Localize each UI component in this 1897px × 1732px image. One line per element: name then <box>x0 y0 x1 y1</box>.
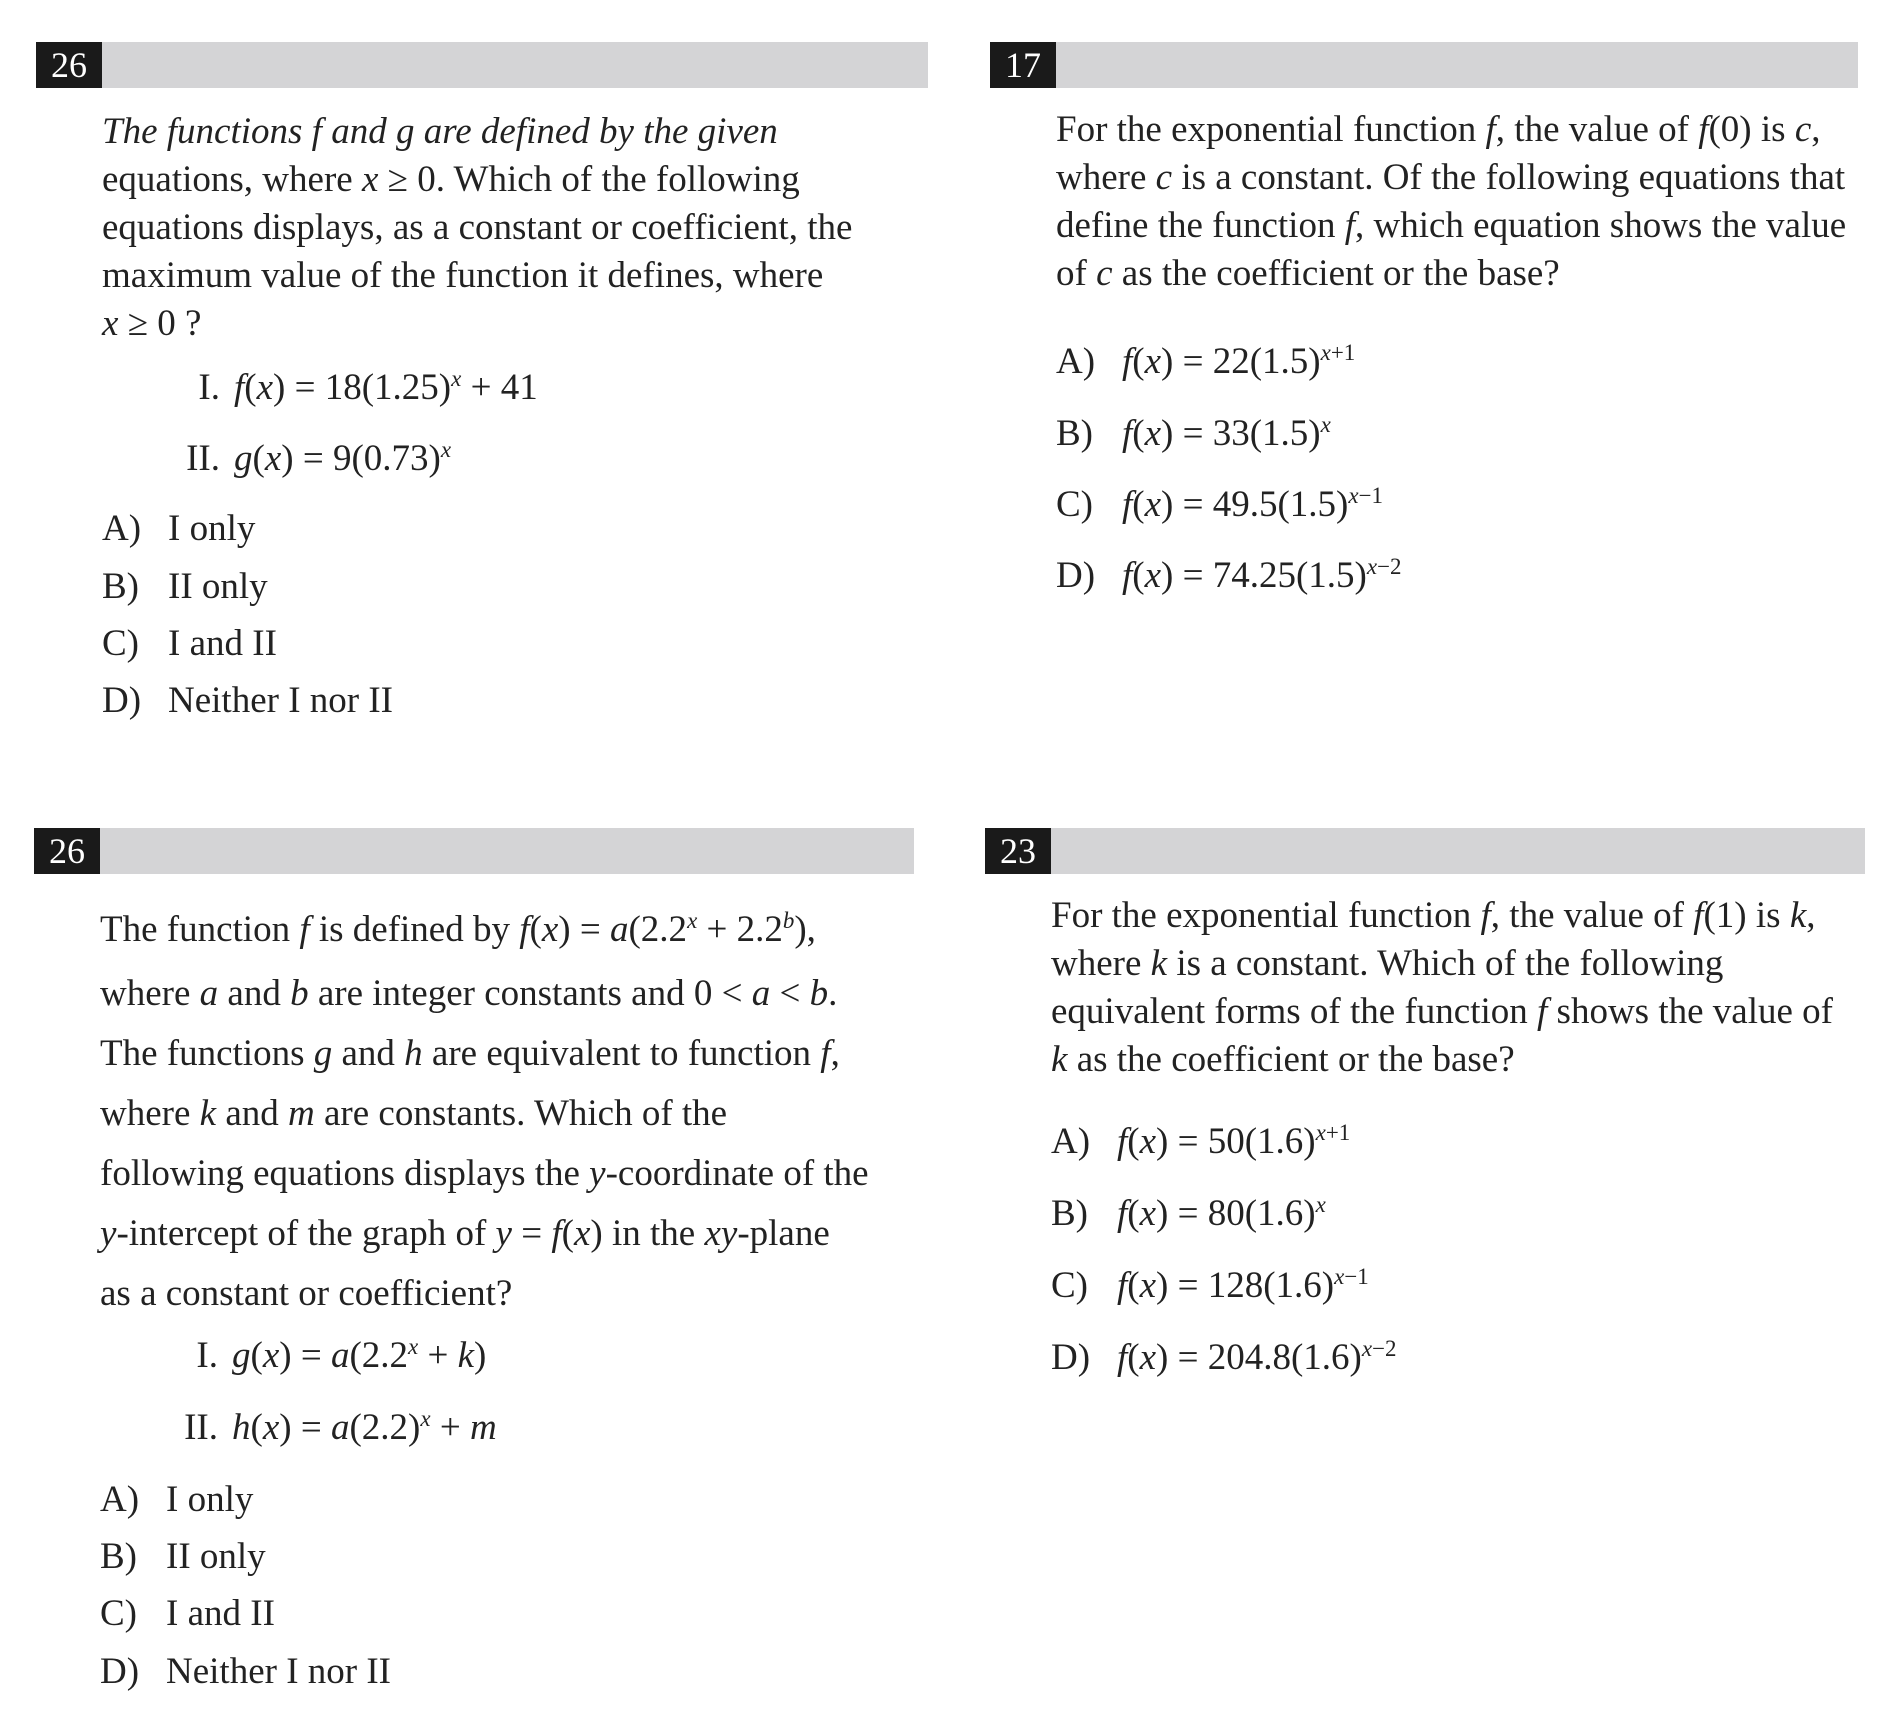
choice-a[interactable]: A) $f(x) = 22(1.5)^{x+1}$ <box>1056 340 1356 382</box>
question-23 <box>985 828 1865 1428</box>
choice-c[interactable]: C) $f(x) = 49.5(1.5)^{x-1}$ <box>1056 483 1383 525</box>
prompt-line: maximum value of the function it defines, where <box>102 255 824 296</box>
prompt-line: define the function f, which equation shows the value <box>1056 205 1847 246</box>
choice-d[interactable]: D) $f(x) = 204.8(1.6)^{x-2}$ <box>1051 1336 1397 1378</box>
choice-letter: A) <box>1051 1121 1091 1162</box>
statement-ii: II. $g(x) = 9(0.73)^x$ <box>176 437 451 480</box>
header-bar <box>1051 828 1865 874</box>
choice-c[interactable] <box>100 1592 275 1635</box>
question-prompt <box>1056 106 1858 298</box>
question-number: 26 <box>34 828 100 874</box>
prompt-line: equations, where x ≥ 0. Which of the following <box>102 159 800 200</box>
header-bar <box>102 42 928 88</box>
prompt-line: as a constant or coefficient? <box>100 1273 513 1314</box>
prompt-line: equivalent forms of the function f shows the value of <box>1051 991 1833 1032</box>
choice-d[interactable] <box>102 679 393 722</box>
header-bar <box>100 828 914 874</box>
header-bar <box>1056 42 1858 88</box>
statement-i: I. $g(x) = a(2.2^x + k)$ <box>174 1334 486 1377</box>
choice-letter: B) <box>1056 413 1093 454</box>
choice-c[interactable] <box>102 622 277 665</box>
choice-text: Neither I nor II <box>166 1651 391 1692</box>
choice-letter: D) <box>102 680 142 721</box>
prompt-line: equations displays, as a constant or coefficient, the <box>102 207 853 248</box>
question-prompt <box>102 108 922 348</box>
choice-letter: C) <box>100 1593 137 1634</box>
choice-letter: C) <box>1056 484 1093 525</box>
choice-text: Neither I nor II <box>168 680 393 721</box>
choice-d[interactable] <box>100 1650 391 1693</box>
choice-a[interactable] <box>100 1478 253 1521</box>
statement-label: II. <box>186 438 220 479</box>
prompt-line: The functions f and g are defined by the given <box>102 111 778 152</box>
choice-letter: A) <box>1056 341 1096 382</box>
prompt-line: where k and m are constants. Which of the <box>100 1093 728 1134</box>
choice-letter: A) <box>100 1479 140 1520</box>
choice-letter: B) <box>102 566 139 607</box>
choice-a[interactable]: A) $f(x) = 50(1.6)^{x+1}$ <box>1051 1120 1351 1162</box>
prompt-line: For the exponential function f, the value of f(0) is c, <box>1056 109 1821 150</box>
choice-text: I only <box>168 508 256 549</box>
question-header <box>34 828 914 874</box>
question-prompt <box>1051 892 1861 1084</box>
choice-text: I only <box>166 1479 254 1520</box>
prompt-line: where k is a constant. Which of the following <box>1051 943 1724 984</box>
question-number: 23 <box>985 828 1051 874</box>
question-17 <box>990 42 1858 642</box>
choice-letter: C) <box>1051 1265 1088 1306</box>
question-header <box>990 42 1858 88</box>
question-header <box>36 42 928 88</box>
choice-text: II only <box>168 566 268 607</box>
question-26-bottom <box>34 828 914 1708</box>
choice-b[interactable] <box>100 1535 266 1578</box>
choice-d[interactable]: D) $f(x) = 74.25(1.5)^{x-2}$ <box>1056 554 1402 596</box>
prompt-line: k as the coefficient or the base? <box>1051 1039 1515 1080</box>
question-number: 17 <box>990 42 1056 88</box>
prompt-line: following equations displays the y-coordinate of the <box>100 1153 869 1194</box>
question-26-top <box>36 42 928 742</box>
question-header <box>985 828 1865 874</box>
prompt-line: The functions g and h are equivalent to function f, <box>100 1033 840 1074</box>
choice-c[interactable]: C) $f(x) = 128(1.6)^{x-1}$ <box>1051 1264 1369 1306</box>
question-number: 26 <box>36 42 102 88</box>
prompt-line: y-intercept of the graph of y = f(x) in the xy-plane <box>100 1213 830 1254</box>
prompt-line: of c as the coefficient or the base? <box>1056 253 1560 294</box>
choice-letter: B) <box>1051 1193 1088 1234</box>
prompt-line: The function f is defined by $f(x) = a(2.2^x + 2.2^b)$, <box>100 908 816 950</box>
statement-label: I. <box>196 1335 218 1376</box>
prompt-line: where c is a constant. Of the following equations that <box>1056 157 1846 198</box>
question-prompt <box>100 900 912 1324</box>
choice-letter: A) <box>102 508 142 549</box>
prompt-line: For the exponential function f, the value of f(1) is k, <box>1051 895 1816 936</box>
statement-label: II. <box>184 1407 218 1448</box>
statement-i: I. $f(x) = 18(1.25)^x + 41$ <box>176 366 538 409</box>
choice-b[interactable] <box>102 565 268 608</box>
choice-text: I and II <box>166 1593 275 1634</box>
choice-text: II only <box>166 1536 266 1577</box>
choice-letter: D) <box>1056 555 1096 596</box>
choice-text: I and II <box>168 623 277 664</box>
choice-letter: D) <box>100 1651 140 1692</box>
prompt-line: x ≥ 0 ? <box>102 303 202 344</box>
prompt-line: where a and b are integer constants and 0 < a < b. <box>100 973 838 1014</box>
choice-a[interactable] <box>102 507 255 550</box>
statement-ii: II. $h(x) = a(2.2)^x + m$ <box>174 1406 497 1449</box>
choice-letter: B) <box>100 1536 137 1577</box>
choice-letter: C) <box>102 623 139 664</box>
choice-b[interactable]: B) $f(x) = 80(1.6)^x$ <box>1051 1192 1326 1234</box>
choice-b[interactable]: B) $f(x) = 33(1.5)^x$ <box>1056 412 1331 454</box>
statement-label: I. <box>198 367 220 408</box>
choice-letter: D) <box>1051 1337 1091 1378</box>
